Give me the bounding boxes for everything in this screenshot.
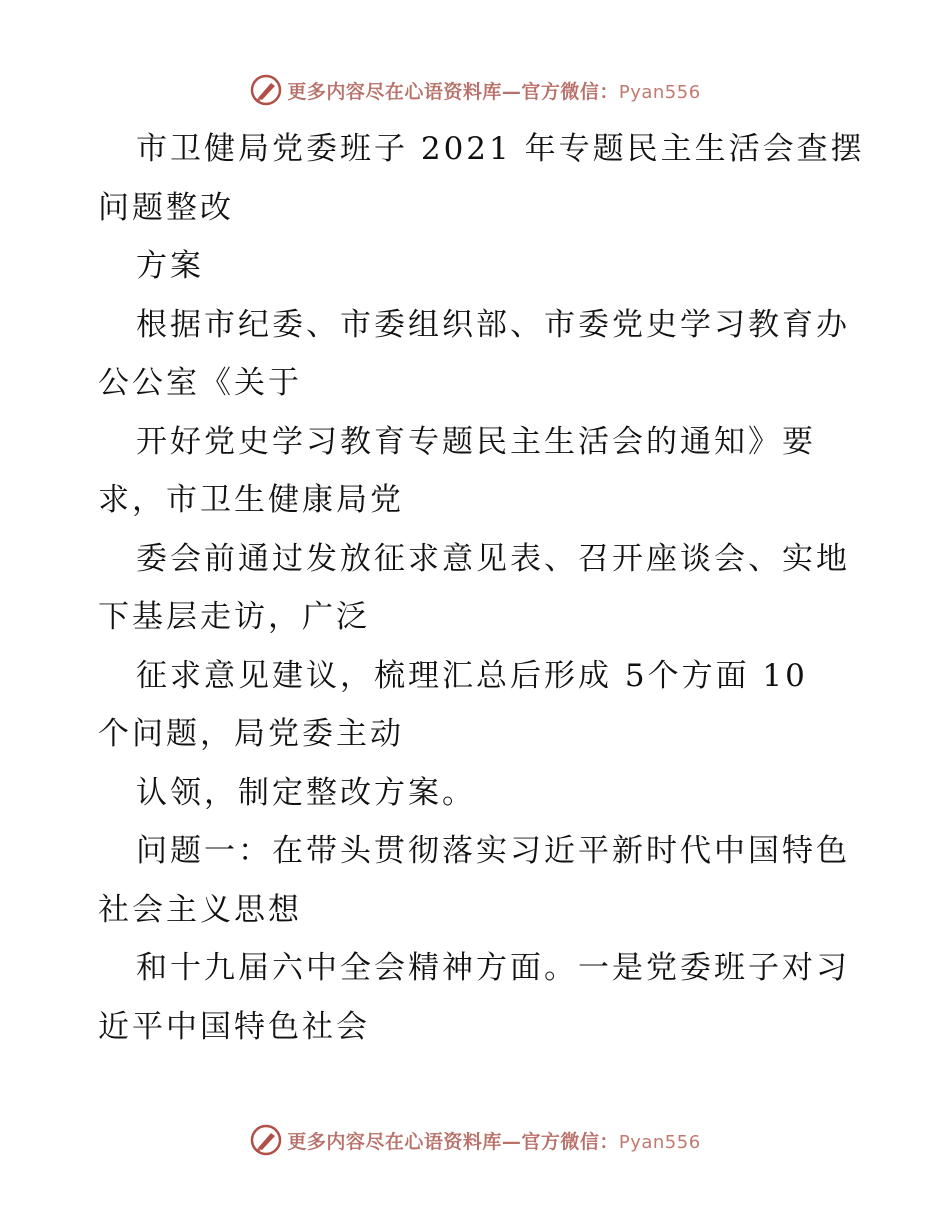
watermark-wechat-id: Pyan556 [618,81,701,103]
text-line: 公公室《关于 [98,365,302,401]
text-line: 根据市纪委、市委组织部、市委党史学习教育办 [136,306,850,343]
pen-logo-icon [249,1123,283,1157]
text-line: 认领，制定整改方案。 [136,774,476,811]
watermark-label: 更多内容尽在心语资料库—官方微信： [287,1130,619,1153]
footer-watermark [0,1122,950,1158]
text-line: 方案 [136,248,204,284]
text-line: 征求意见建议，梳理汇总后形成 5个方面 10 [136,657,808,694]
text-line: 市卫健局党委班子 2021 年专题民主生活会查摆 [136,131,865,167]
text-line: 社会主义思想 [98,891,302,928]
pen-logo-icon [249,73,283,107]
watermark-label: 更多内容尽在心语资料库—官方微信： [287,80,619,103]
text-line: 近平中国特色社会 [98,1008,370,1045]
text-line: 个问题，局党委主动 [98,716,404,752]
watermark-wechat-id: Pyan556 [618,1131,701,1153]
header-watermark [0,72,950,108]
text-line: 开好党史学习教育专题民主生活会的通知》要 [136,423,816,460]
text-line: 委会前通过发放征求意见表、召开座谈会、实地 [136,540,850,577]
watermark-text [287,1127,700,1154]
text-line: 问题一：在带头贯彻落实习近平新时代中国特色 [136,833,850,869]
text-line: 下基层走访，广泛 [98,599,370,635]
document-body [98,120,878,1056]
watermark-text [287,77,700,104]
text-line: 问题整改 [98,189,234,226]
text-line: 求，市卫生健康局党 [98,482,404,518]
text-line: 和十九届六中全会精神方面。一是党委班子对习 [136,950,850,986]
